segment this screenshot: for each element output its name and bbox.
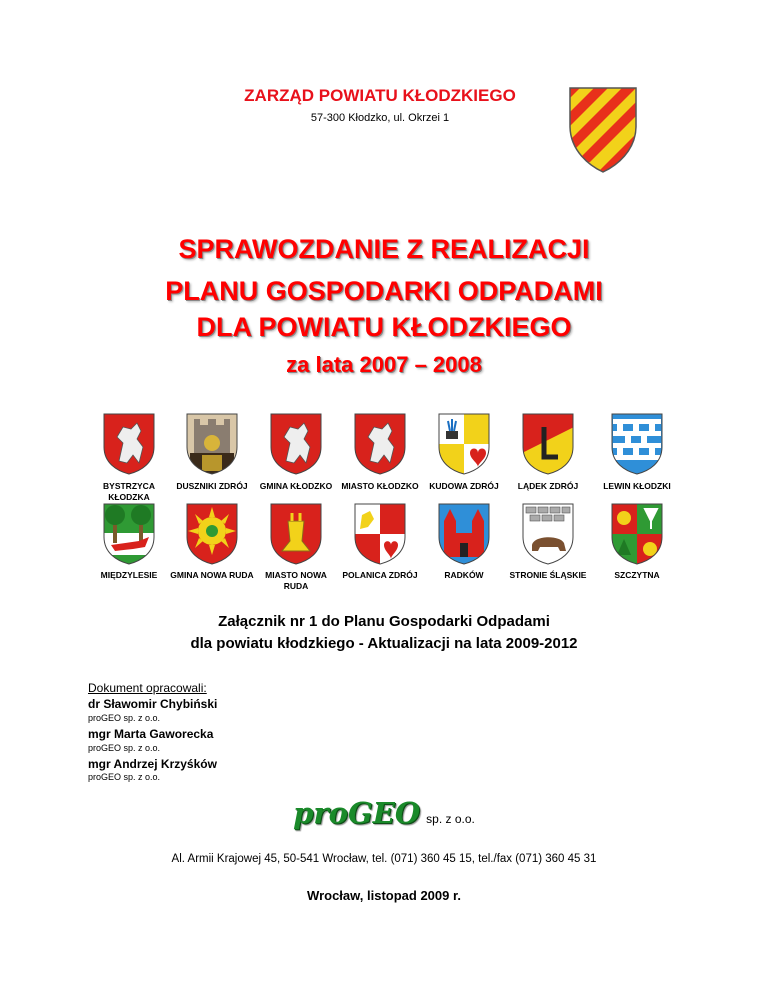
crest-label: MIASTO KŁODZKO [341, 481, 419, 491]
fountain-heart-crest-icon [438, 413, 490, 475]
logo-text: proGEO [293, 796, 421, 830]
sun-crest-icon [186, 503, 238, 565]
crest-label: POLANICA ZDRÓJ [342, 570, 418, 580]
author-org: proGEO sp. z o.o. [88, 743, 161, 753]
author-name: dr Sławomir Chybiński [88, 697, 218, 711]
company-logo [0, 796, 768, 830]
crest-label: SZCZYTNA [614, 570, 660, 580]
crest-label: BYSTRZYCA KŁODZKA [103, 481, 155, 502]
crest-label: LĄDEK ZDRÓJ [517, 481, 579, 491]
castle-crest-icon [186, 413, 238, 475]
crest-label: RADKÓW [444, 570, 484, 580]
lion-crest-icon [354, 413, 406, 475]
lion-crest-icon [103, 413, 155, 475]
crest-label: MIĘDZYLESIE [100, 570, 158, 580]
stump-crest-icon [270, 503, 322, 565]
wall-crest-icon [611, 413, 663, 475]
crest-label: DUSZNIKI ZDRÓJ [176, 481, 248, 491]
title-line-2: PLANU GOSPODARKI ODPADAMI [165, 276, 603, 306]
author-org: proGEO sp. z o.o. [88, 772, 161, 782]
logo-suffix: sp. z o.o. [426, 812, 475, 826]
author-name: mgr Marta Gaworecka [88, 727, 214, 741]
title-line-4: za lata 2007 – 2008 [286, 352, 482, 377]
crest-label: MIASTO NOWA RUDA [265, 570, 327, 591]
towers-crest-icon [438, 503, 490, 565]
title-line-3: DLA POWIATU KŁODZKIEGO [196, 312, 572, 342]
lion-crest-icon [270, 413, 322, 475]
crest-label: GMINA NOWA RUDA [170, 570, 254, 580]
authors-heading: Dokument opracowali: [88, 681, 207, 695]
crest-label: LEWIN KŁODZKI [603, 481, 671, 491]
crest-label: GMINA KŁODZKO [259, 481, 333, 491]
powiat-shield-icon [568, 86, 638, 174]
title-line-1: SPRAWOZDANIE Z REALIZACJI [178, 234, 590, 264]
annex-line-2: dla powiatu kłodzkiego - Aktualizacji na lata 2009-2012 [190, 635, 578, 652]
annex-line-1: Załącznik nr 1 do Planu Gospodarki Odpadami [218, 613, 550, 630]
header-address: 57-300 Kłodzko, ul. Okrzei 1 [310, 112, 450, 124]
letter-l-crest-icon [522, 413, 574, 475]
author-org: proGEO sp. z o.o. [88, 713, 161, 723]
tree-fox-crest-icon [103, 503, 155, 565]
bear-wall-crest-icon [522, 503, 574, 565]
author-name: mgr Andrzej Krzyśków [88, 757, 217, 771]
header-title: ZARZĄD POWIATU KŁODZKIEGO [244, 86, 516, 105]
crest-label: STRONIE ŚLĄSKIE [509, 570, 587, 580]
footer-address: Al. Armii Krajowej 45, 50-541 Wrocław, tel. (071) 360 45 15, tel./fax (071) 360 45 31 [171, 853, 597, 865]
tree-glass-crest-icon [611, 503, 663, 565]
footer-place-date: Wrocław, listopad 2009 r. [307, 888, 461, 903]
lion-heart-crest-icon [354, 503, 406, 565]
crest-label: KUDOWA ZDRÓJ [429, 481, 499, 491]
